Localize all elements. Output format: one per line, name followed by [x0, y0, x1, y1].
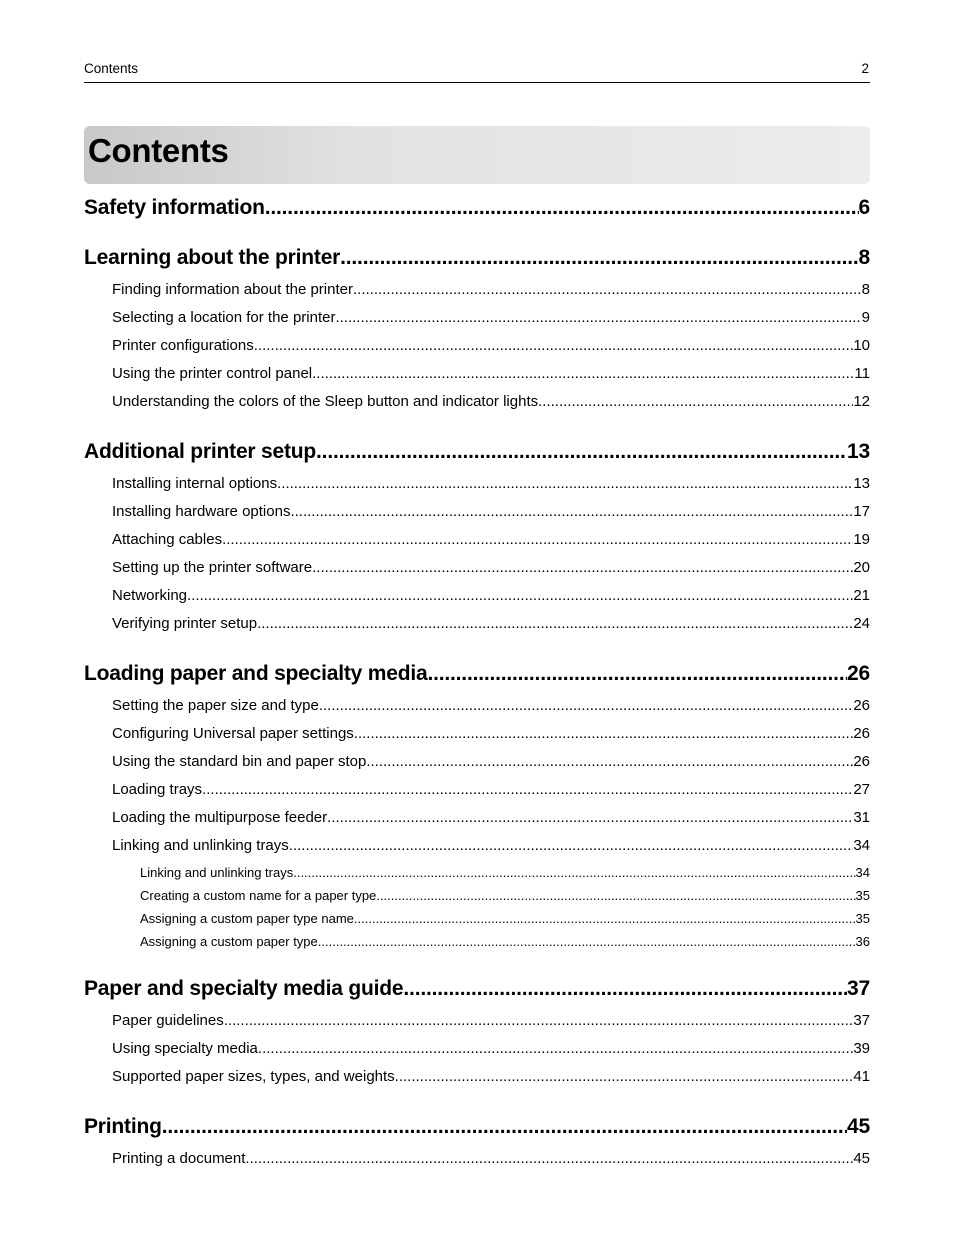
- toc-entry-title: Setting the paper size and type: [112, 697, 319, 714]
- toc-entry-page-number: 34: [855, 865, 870, 880]
- toc-entry-title: Networking: [112, 587, 188, 604]
- toc-entry-page-number: 35: [855, 888, 870, 903]
- dot-leader: [312, 360, 854, 388]
- toc-entry-level-3[interactable]: [84, 861, 870, 884]
- dot-leader: [289, 832, 854, 860]
- dot-leader: [376, 884, 855, 907]
- toc-entry-page-number: 34: [853, 837, 870, 854]
- dot-leader: [354, 907, 856, 930]
- toc-entry-level-2[interactable]: [84, 498, 870, 526]
- toc-entry-title: Configuring Universal paper settings: [112, 725, 354, 742]
- toc-entry-level-2[interactable]: [84, 1007, 870, 1035]
- toc-entry-level-2[interactable]: [84, 1035, 870, 1063]
- toc-entry-page-number: 21: [853, 587, 870, 604]
- dot-leader: [327, 804, 853, 832]
- toc-entry-title: Printing a document: [112, 1150, 246, 1167]
- toc-entry-page-number: 8: [861, 281, 870, 298]
- toc-entry-page-number: 12: [853, 393, 870, 410]
- dot-leader: [293, 861, 855, 884]
- toc-entry-page-number: 9: [861, 309, 870, 326]
- toc-entry-page-number: 39: [853, 1040, 870, 1057]
- toc-entry-page-number: 45: [847, 1115, 870, 1138]
- dot-leader: [316, 438, 847, 466]
- toc-entry-title: Understanding the colors of the Sleep button and indicator lights: [112, 393, 539, 410]
- dot-leader: [403, 975, 847, 1003]
- toc-entry-page-number: 26: [853, 725, 870, 742]
- toc-entry-level-1[interactable]: [84, 438, 870, 466]
- toc-entry-level-2[interactable]: [84, 610, 870, 638]
- table-of-contents: [84, 190, 870, 1173]
- dot-leader: [395, 1063, 854, 1091]
- toc-entry-title: Attaching cables: [112, 531, 223, 548]
- toc-entry-title: Loading trays: [112, 781, 203, 798]
- toc-entry-title: Using specialty media: [112, 1040, 258, 1057]
- toc-entry-page-number: 26: [853, 753, 870, 770]
- toc-entry-page-number: 37: [853, 1012, 870, 1029]
- toc-entry-page-number: 20: [853, 559, 870, 576]
- toc-entry-title: Installing hardware options: [112, 503, 291, 520]
- toc-entry-title: Finding information about the printer: [112, 281, 353, 298]
- toc-entry-level-2[interactable]: [84, 554, 870, 582]
- toc-entry-level-2[interactable]: [84, 832, 870, 860]
- dot-leader: [353, 276, 862, 304]
- toc-entry-title: Learning about the printer: [84, 246, 341, 269]
- dot-leader: [340, 244, 858, 272]
- dot-leader: [538, 388, 853, 416]
- dot-leader: [222, 526, 853, 554]
- toc-entry-page-number: 19: [853, 531, 870, 548]
- toc-entry-level-3[interactable]: [84, 930, 870, 953]
- toc-entry-page-number: 24: [853, 615, 870, 632]
- toc-entry-title: Assigning a custom paper type name: [140, 911, 354, 926]
- toc-entry-level-2[interactable]: [84, 804, 870, 832]
- toc-entry-title: Installing internal options: [112, 475, 278, 492]
- toc-entry-level-3[interactable]: [84, 884, 870, 907]
- toc-entry-title: Linking and unlinking trays: [140, 865, 294, 880]
- toc-entry-page-number: 17: [853, 503, 870, 520]
- toc-entry-page-number: 36: [855, 934, 870, 949]
- toc-entry-page-number: 37: [847, 977, 870, 1000]
- toc-entry-level-1[interactable]: [84, 660, 870, 688]
- dot-leader: [245, 1145, 853, 1173]
- toc-entry-level-1[interactable]: [84, 244, 870, 272]
- dot-leader: [312, 554, 853, 582]
- dot-leader: [318, 930, 856, 953]
- dot-leader: [428, 660, 848, 688]
- toc-entry-title: Setting up the printer software: [112, 559, 313, 576]
- toc-entry-level-2[interactable]: [84, 360, 870, 388]
- dot-leader: [265, 194, 859, 222]
- toc-entry-level-1[interactable]: [84, 194, 870, 222]
- toc-entry-page-number: 13: [853, 475, 870, 492]
- toc-entry-title: Additional printer setup: [84, 440, 317, 463]
- toc-entry-title: Selecting a location for the printer: [112, 309, 336, 326]
- toc-entry-level-2[interactable]: [84, 1145, 870, 1173]
- toc-entry-title: Loading the multipurpose feeder: [112, 809, 328, 826]
- dot-leader: [257, 610, 853, 638]
- toc-entry-page-number: 6: [858, 196, 870, 219]
- toc-entry-level-2[interactable]: [84, 526, 870, 554]
- toc-entry-level-2[interactable]: [84, 1063, 870, 1091]
- toc-entry-title: Linking and unlinking trays: [112, 837, 289, 854]
- dot-leader: [290, 498, 853, 526]
- dot-leader: [202, 776, 853, 804]
- toc-entry-title: Paper and specialty media guide: [84, 977, 404, 1000]
- dot-leader: [319, 692, 854, 720]
- dot-leader: [366, 748, 853, 776]
- toc-entry-title: Printing: [84, 1115, 162, 1138]
- toc-entry-page-number: 10: [853, 337, 870, 354]
- toc-entry-level-2[interactable]: [84, 748, 870, 776]
- running-header-title: Contents: [84, 61, 139, 76]
- toc-entry-level-2[interactable]: [84, 470, 870, 498]
- dot-leader: [335, 304, 861, 332]
- title-band: [84, 126, 870, 184]
- toc-entry-level-2[interactable]: [84, 332, 870, 360]
- toc-entry-level-1[interactable]: [84, 975, 870, 1003]
- toc-entry-page-number: 8: [858, 246, 870, 269]
- toc-entry-level-1[interactable]: [84, 1113, 870, 1141]
- toc-entry-page-number: 26: [847, 662, 870, 685]
- toc-entry-title: Safety information: [84, 196, 265, 219]
- page-number: 2: [861, 61, 869, 76]
- toc-entry-title: Loading paper and specialty media: [84, 662, 428, 685]
- toc-entry-title: Supported paper sizes, types, and weights: [112, 1068, 395, 1085]
- toc-entry-title: Paper guidelines: [112, 1012, 224, 1029]
- toc-entry-title: Creating a custom name for a paper type: [140, 888, 377, 903]
- toc-entry-page-number: 45: [853, 1150, 870, 1167]
- toc-entry-page-number: 11: [854, 365, 870, 382]
- toc-entry-page-number: 27: [853, 781, 870, 798]
- toc-entry-page-number: 31: [853, 809, 870, 826]
- toc-entry-level-2[interactable]: [84, 776, 870, 804]
- toc-entry-level-2[interactable]: [84, 582, 870, 610]
- toc-entry-title: Assigning a custom paper type: [140, 934, 318, 949]
- toc-entry-level-2[interactable]: [84, 388, 870, 416]
- toc-entry-page-number: 35: [855, 911, 870, 926]
- dot-leader: [187, 582, 853, 610]
- toc-entry-level-2[interactable]: [84, 276, 870, 304]
- toc-entry-page-number: 26: [853, 697, 870, 714]
- toc-entry-level-2[interactable]: [84, 720, 870, 748]
- toc-entry-title: Using the standard bin and paper stop: [112, 753, 367, 770]
- toc-entry-level-2[interactable]: [84, 692, 870, 720]
- toc-entry-level-3[interactable]: [84, 907, 870, 930]
- dot-leader: [162, 1113, 847, 1141]
- toc-entry-title: Verifying printer setup: [112, 615, 258, 632]
- toc-entry-title: Printer configurations: [112, 337, 254, 354]
- dot-leader: [224, 1007, 854, 1035]
- page-title: Contents: [88, 132, 229, 169]
- dot-leader: [277, 470, 853, 498]
- dot-leader: [258, 1035, 853, 1063]
- toc-entry-page-number: 13: [847, 440, 870, 463]
- dot-leader: [354, 720, 854, 748]
- toc-entry-page-number: 41: [853, 1068, 870, 1085]
- toc-entry-level-2[interactable]: [84, 304, 870, 332]
- dot-leader: [254, 332, 854, 360]
- toc-entry-title: Using the printer control panel: [112, 365, 313, 382]
- running-header: [84, 60, 870, 83]
